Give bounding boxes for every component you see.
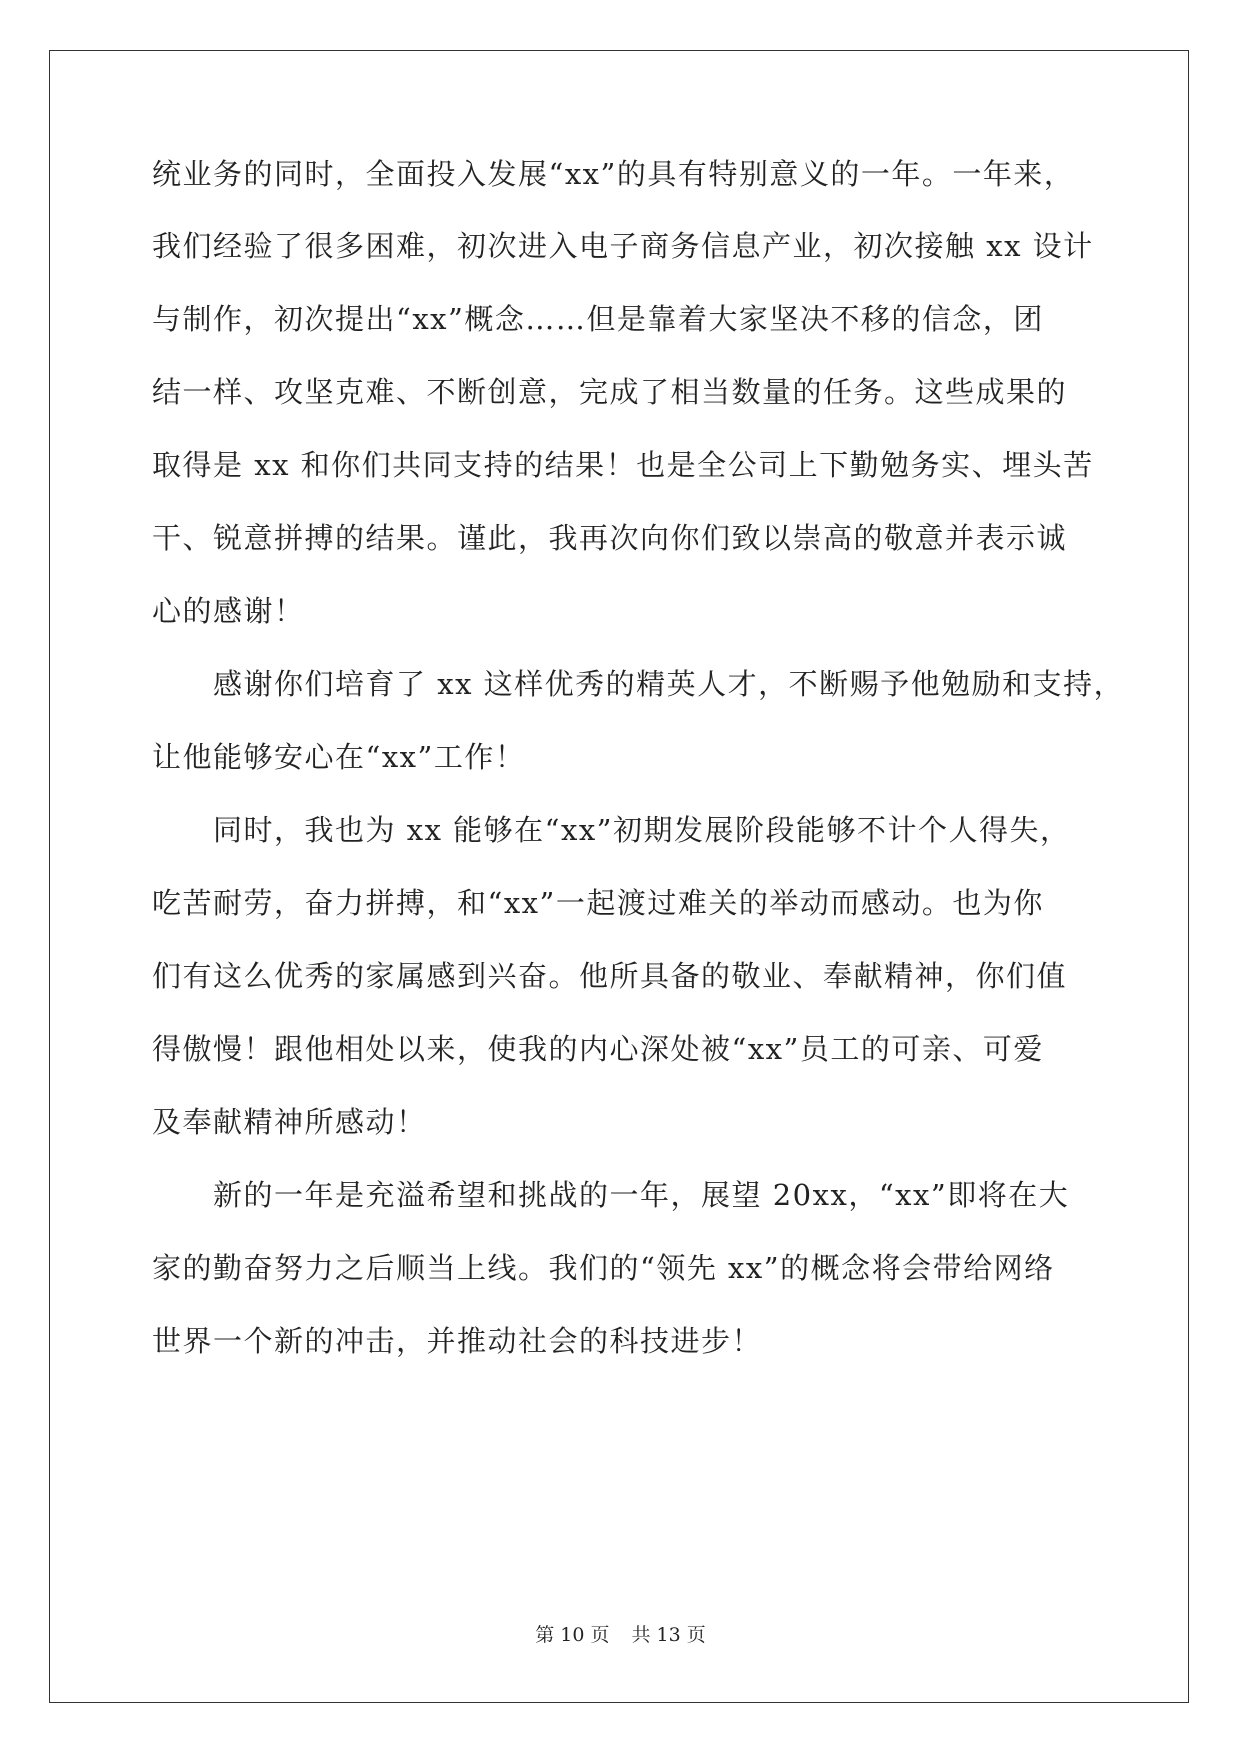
- paragraph-first-line: 感谢你们培育了 xx 这样优秀的精英人才，不断赐予他勉励和支持，: [213, 667, 1125, 701]
- text-line: 得傲慢！跟他相处以来，使我的内心深处被“xx”员工的可亲、可爱: [152, 1032, 1044, 1066]
- page-number: 第 10 页: [535, 1624, 610, 1646]
- text-line: 干、锐意拼搏的结果。谨此，我再次向你们致以崇高的敬意并表示诚: [152, 521, 1068, 555]
- page-footer: [0, 1622, 1241, 1648]
- text-line: 让他能够安心在“xx”工作！: [152, 740, 526, 774]
- text-line: 与制作，初次提出“xx”概念……但是靠着大家坚决不移的信念，团: [152, 302, 1044, 336]
- text-line: 世界一个新的冲击，并推动社会的科技进步！: [152, 1324, 763, 1358]
- text-line: 取得是 xx 和你们共同支持的结果！也是全公司上下勤勉务实、埋头苦: [152, 448, 1094, 482]
- text-line: 统业务的同时，全面投入发展“xx”的具有特别意义的一年。一年来，: [152, 157, 1075, 191]
- paragraph-first-line: 新的一年是充溢希望和挑战的一年，展望 20xx，“xx”即将在大: [213, 1178, 1070, 1212]
- text-line: 及奉献精神所感动！: [152, 1105, 427, 1139]
- paragraph-first-line: 同时，我也为 xx 能够在“xx”初期发展阶段能够不计个人得失，: [213, 813, 1071, 847]
- text-line: 我们经验了很多困难，初次进入电子商务信息产业，初次接触 xx 设计: [152, 229, 1094, 263]
- page-total: 共 13 页: [631, 1624, 706, 1646]
- text-line: 心的感谢！: [152, 594, 305, 628]
- text-line: 家的勤奋努力之后顺当上线。我们的“领先 xx”的概念将会带给网络: [152, 1251, 1055, 1285]
- text-line: 结一样、攻坚克难、不断创意，完成了相当数量的任务。这些成果的: [152, 375, 1068, 409]
- page-border: [49, 50, 1189, 1703]
- text-line: 吃苦耐劳，奋力拼搏，和“xx”一起渡过难关的举动而感动。也为你: [152, 886, 1044, 920]
- text-line: 们有这么优秀的家属感到兴奋。他所具备的敬业、奉献精神，你们值: [152, 959, 1068, 993]
